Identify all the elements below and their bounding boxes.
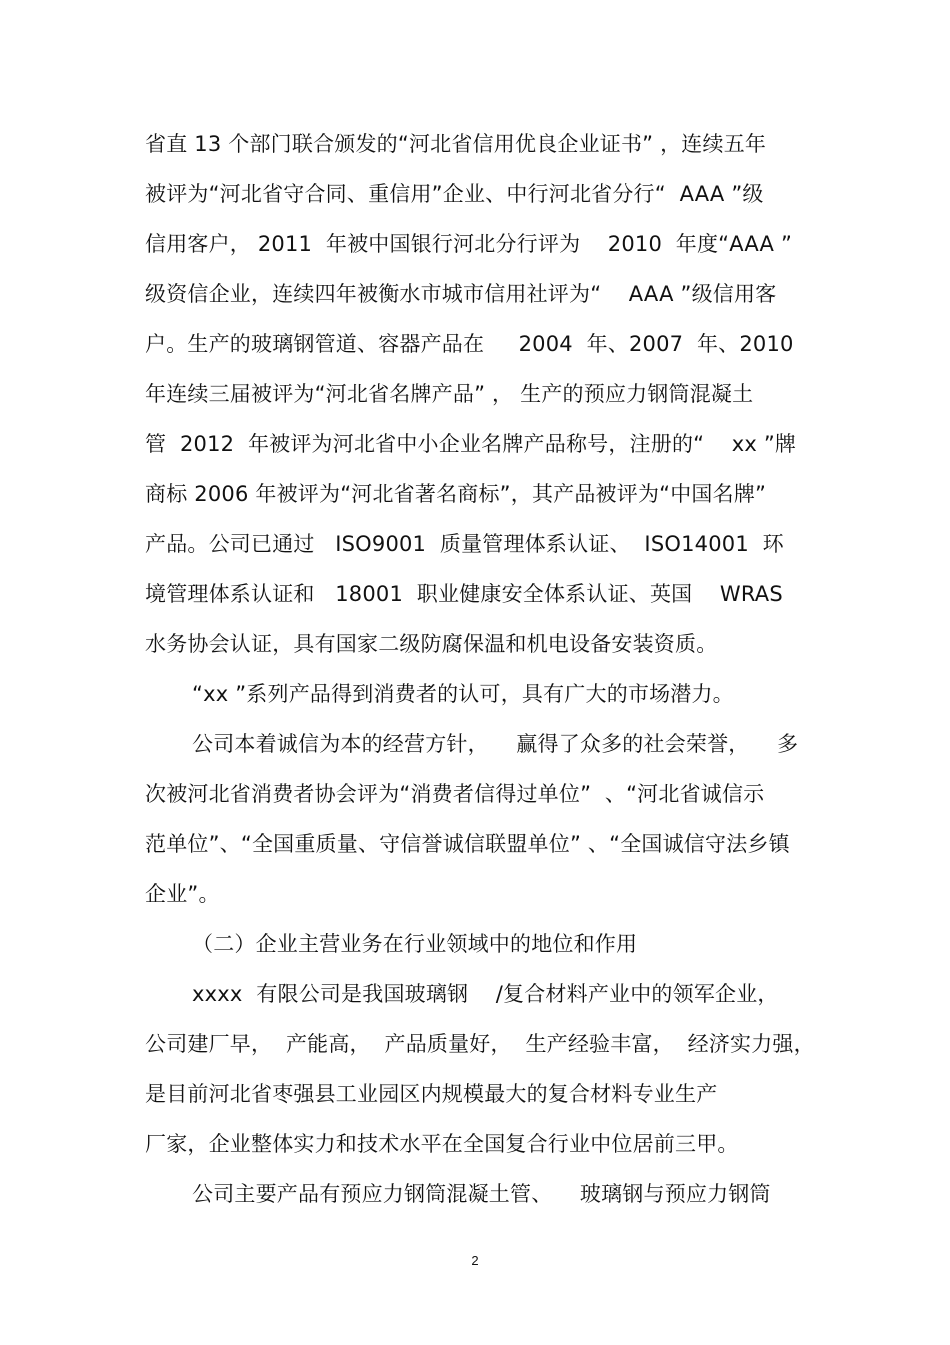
body-text-line: 公司建厂早， 产能高， 产品质量好， 生产经验丰富， 经济实力强， <box>145 1032 815 1056</box>
body-text-line: 省直 13 个部门联合颁发的“河北省信用优良企业证书” ，连续五年 <box>145 132 767 156</box>
body-text-line: 管 2012 年被评为河北省中小企业名牌产品称号，注册的“ xx ”牌 <box>145 432 797 456</box>
paragraph-first-line: 公司主要产品有预应力钢筒混凝土管、 玻璃钢与预应力钢筒 <box>192 1182 771 1206</box>
page-number: 2 <box>471 1253 479 1268</box>
body-text-line: 是目前河北省枣强县工业园区内规模最大的复合材料专业生产 <box>145 1082 718 1106</box>
body-text-line: 年连续三届被评为“河北省名牌产品” ， 生产的预应力钢筒混凝土 <box>145 382 754 406</box>
body-text-line: 水务协会认证，具有国家二级防腐保温和机电设备安装资质。 <box>145 632 718 656</box>
body-text-line: 户。生产的玻璃钢管道、容器产品在 2004 年、2007 年、2010 <box>145 332 794 356</box>
body-text-line: 厂家，企业整体实力和技术水平在全国复合行业中位居前三甲。 <box>145 1132 739 1156</box>
body-text-line: 企业”。 <box>145 882 220 906</box>
paragraph-first-line: 公司本着诚信为本的经营方针， 赢得了众多的社会荣誉， 多 <box>192 732 799 756</box>
section-heading: （二）企业主营业务在行业领域中的地位和作用 <box>192 932 638 956</box>
body-text-line: 产品。公司已通过 ISO9001 质量管理体系认证、 ISO14001 环 <box>145 532 784 556</box>
body-text-line: 次被河北省消费者协会评为“消费者信得过单位” 、“河北省诚信示 <box>145 782 765 806</box>
body-text-line: 境管理体系认证和 18001 职业健康安全体系认证、英国 WRAS <box>145 582 783 606</box>
body-text-line: 级资信企业，连续四年被衡水市城市信用社评为“ AAA ”级信用客 <box>145 282 777 306</box>
body-text-line: 被评为“河北省守合同、重信用”企业、中行河北省分行“ AAA ”级 <box>145 182 764 206</box>
body-text-line: 范单位”、“全国重质量、守信誉诚信联盟单位” 、“全国诚信守法乡镇 <box>145 832 790 856</box>
body-text-line: 商标 2006 年被评为“河北省著名商标”，其产品被评为“中国名牌” <box>145 482 767 506</box>
paragraph-first-line: “xx ”系列产品得到消费者的认可，具有广大的市场潜力。 <box>192 682 734 706</box>
paragraph-first-line: xxxx 有限公司是我国玻璃钢 /复合材料产业中的领军企业， <box>192 982 779 1006</box>
body-text-line: 信用客户， 2011 年被中国银行河北分行评为 2010 年度“AAA ” <box>145 232 793 256</box>
